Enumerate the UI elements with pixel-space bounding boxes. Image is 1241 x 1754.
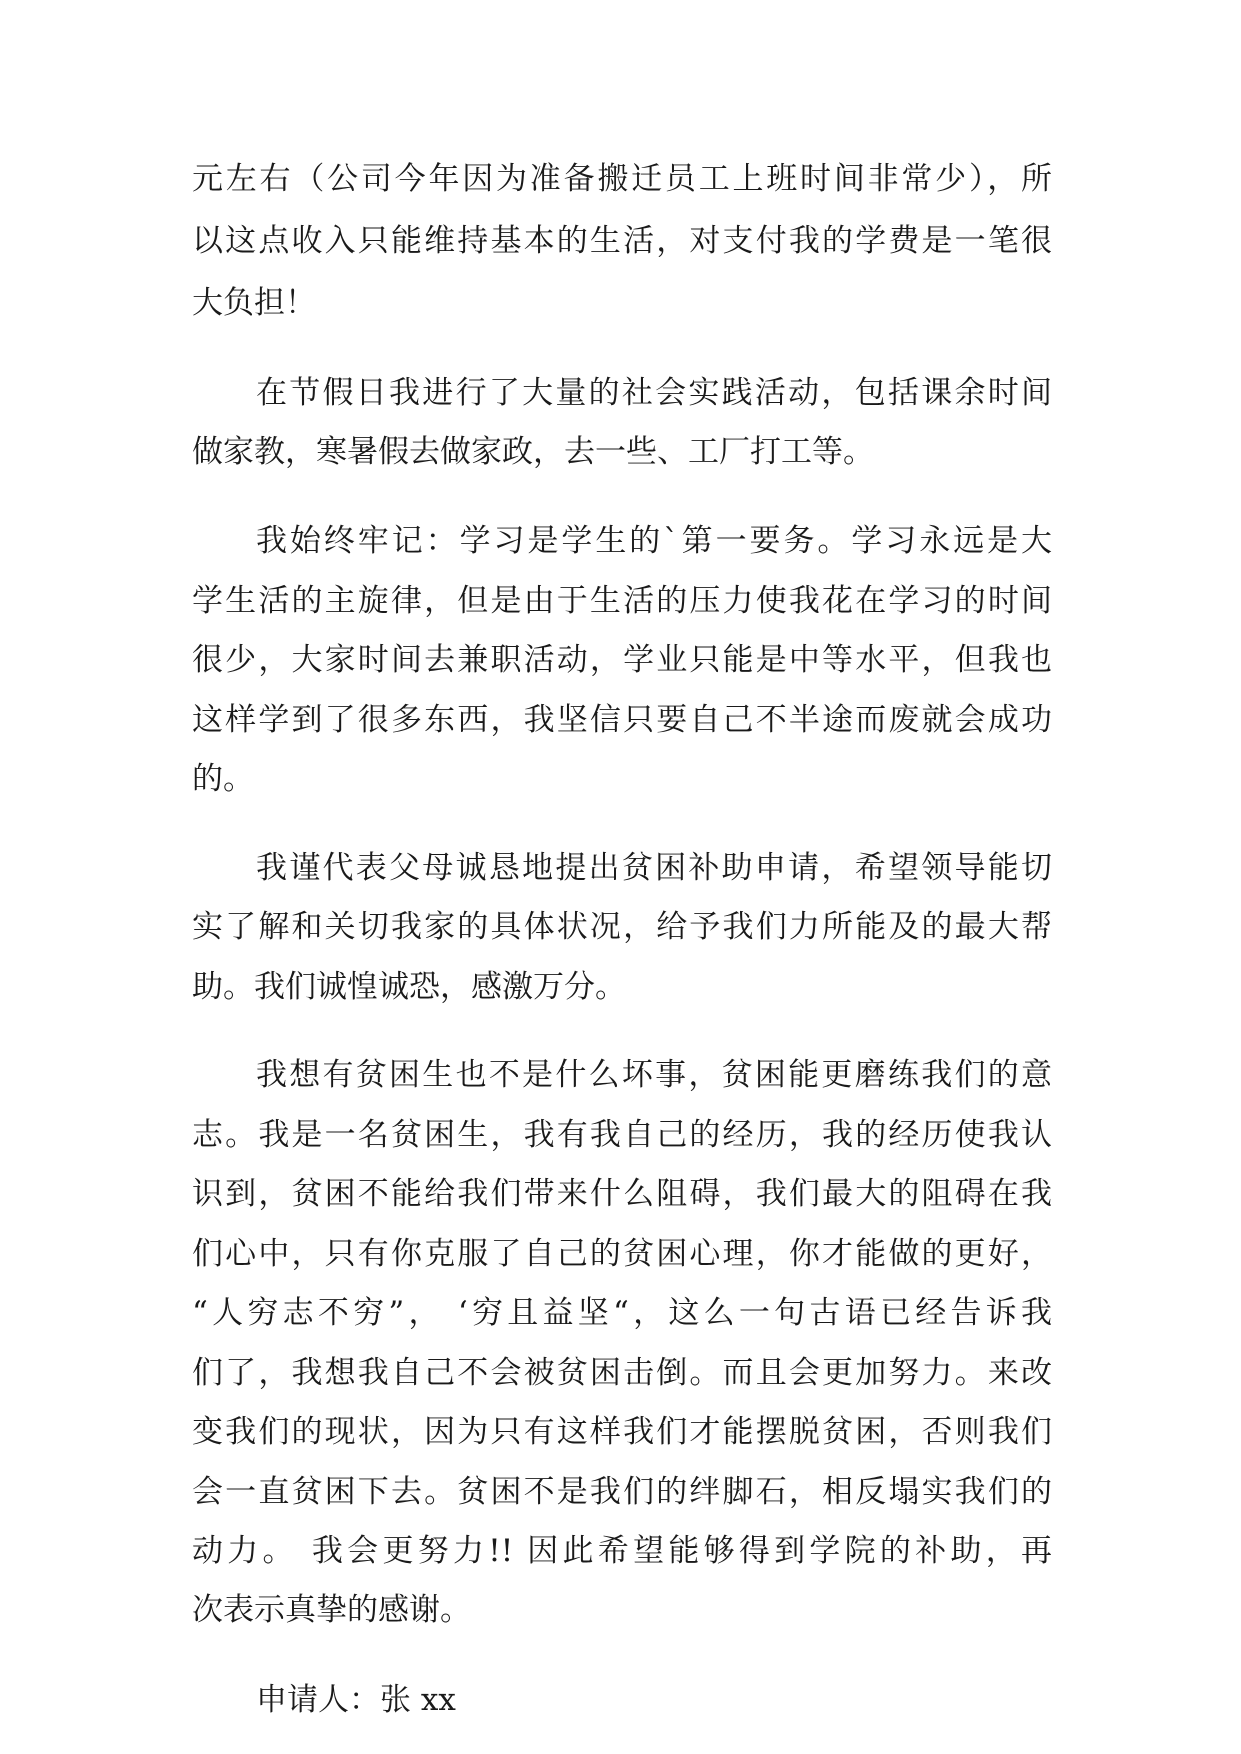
text-line: 们了，我想我自己不会被贫困击倒。而且会更加努力。来改: [192, 1355, 1052, 1391]
text-line: 我想有贫困生也不是什么坏事，贫困能更磨练我们的意: [256, 1057, 1052, 1093]
text-line: 在节假日我进行了大量的社会实践活动，包括课余时间: [256, 375, 1052, 411]
text-line: 识到，贫困不能给我们带来什么阻碍，我们最大的阻碍在我: [192, 1176, 1052, 1212]
text-line: 助。我们诚惶诚恐，感激万分。: [192, 969, 626, 1005]
text-line: 志。我是一名贫困生，我有我自己的经历，我的经历使我认: [192, 1117, 1052, 1153]
text-line: 以这点收入只能维持基本的生活，对支付我的学费是一笔很: [192, 223, 1052, 259]
text-line: 变我们的现状，因为只有这样我们才能摆脱贫困，否则我们: [192, 1414, 1052, 1450]
text-line: 学生活的主旋律，但是由于生活的压力使我花在学习的时间: [192, 583, 1052, 619]
text-line: “人穷志不穷”， ‘穷且益坚“，这么一句古语已经告诉我: [192, 1295, 1052, 1331]
text-line: 动力。 我会更努力!! 因此希望能够得到学院的补助，再: [192, 1533, 1052, 1569]
text-line: 这样学到了很多东西，我坚信只要自己不半途而废就会成功: [192, 702, 1052, 738]
text-line: 实了解和关切我家的具体状况，给予我们力所能及的最大帮: [192, 909, 1052, 945]
text-line: 我始终牢记：学习是学生的`第一要务。学习永远是大: [256, 523, 1052, 559]
text-line: 大负担！: [192, 285, 316, 321]
text-line: 我谨代表父母诚恳地提出贫困补助申请，希望领导能切: [256, 850, 1052, 886]
text-line: 会一直贫困下去。贫困不是我们的绊脚石，相反塌实我们的: [192, 1474, 1052, 1510]
text-line: 元左右（公司今年因为准备搬迁员工上班时间非常少），所: [192, 161, 1052, 197]
applicant-signature: 申请人：张 xx: [256, 1682, 456, 1718]
text-line: 做家教，寒暑假去做家政，去一些、工厂打工等。: [192, 434, 874, 470]
text-line: 们心中，只有你克服了自己的贫困心理，你才能做的更好，: [192, 1236, 1052, 1272]
text-line: 的。: [192, 761, 254, 797]
text-line: 很少，大家时间去兼职活动，学业只能是中等水平，但我也: [192, 642, 1052, 678]
text-line: 次表示真挚的感谢。: [192, 1592, 471, 1628]
